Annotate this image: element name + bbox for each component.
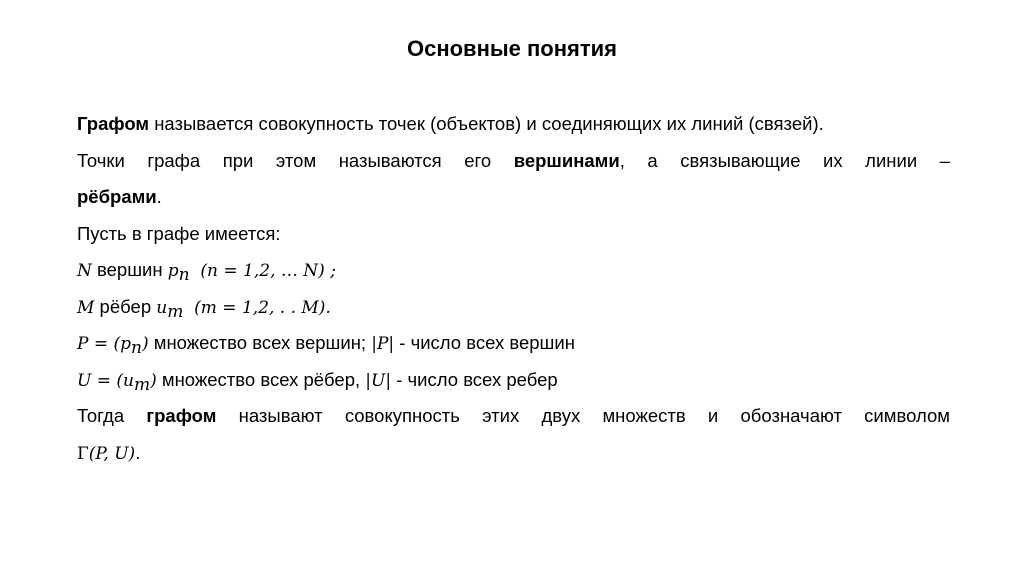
sub-n: n [178, 265, 190, 285]
definition-text: называется совокупность точек (объектов) и соединяющих их линий (связей). [149, 113, 824, 134]
let-text: Пусть в графе имеется: [77, 222, 281, 244]
sym-u: u [156, 297, 168, 318]
edge-set-close: ) [150, 370, 157, 391]
term-vertices: вершинами [513, 149, 620, 171]
notation-line [77, 435, 950, 472]
let-line [77, 216, 950, 253]
vertex-set-math: P = (p [77, 334, 132, 354]
sub-m: m [167, 301, 184, 322]
edge-set-text: множество всех рёбер, [156, 368, 366, 390]
vertex-count-text: вершин [91, 259, 168, 280]
definition-line [77, 106, 950, 143]
conclusion-pre: Тогда [77, 405, 147, 426]
notation-math: (P, U) [88, 443, 136, 464]
edge-cardinality-text: - число всех ребер [391, 368, 558, 390]
term-edges: рёбрами [77, 186, 157, 207]
edge-cardinality: |U| [365, 370, 392, 391]
slide-title: Основные понятия [406, 36, 617, 61]
var-n: N [77, 261, 92, 281]
edges-post: . [156, 186, 162, 207]
vertex-cardinality-text: - число всех вершин [394, 332, 575, 353]
slide-content [77, 106, 950, 471]
vertex-cardinality: |P| [371, 334, 395, 354]
sym-p: p [167, 261, 179, 281]
term-graph-2: графом [146, 405, 217, 426]
vertices-line [77, 143, 950, 180]
conclusion-post: называют совокупность этих двух множеств и обозначают символом [216, 405, 950, 426]
vertices-post: , а связывающие их линии – [619, 149, 950, 171]
vertex-set-text: множество всех вершин; [148, 332, 372, 353]
edge-set-sub: m [133, 374, 151, 395]
var-m: M [77, 297, 95, 318]
edge-range: (m = 1,2, . . M). [183, 297, 331, 318]
edge-set-math: U = (u [77, 370, 134, 391]
notation-post: . [135, 441, 141, 463]
edge-count-line [77, 289, 950, 326]
edge-set-line [77, 362, 950, 399]
vertex-range: (n = 1,2, … N) ; [189, 261, 336, 281]
term-graph: Графом [77, 113, 150, 134]
vertices-pre: Точки графа при этом называются его [77, 149, 514, 171]
vertex-set-close: ) [141, 334, 149, 354]
conclusion-line [77, 398, 950, 435]
vertex-count-line [77, 252, 950, 289]
edges-line [77, 179, 950, 216]
vertex-set-sub: n [131, 338, 142, 358]
gamma-symbol: Γ [77, 443, 89, 464]
edge-count-text: рёбер [94, 295, 157, 317]
vertex-set-line [77, 325, 950, 362]
